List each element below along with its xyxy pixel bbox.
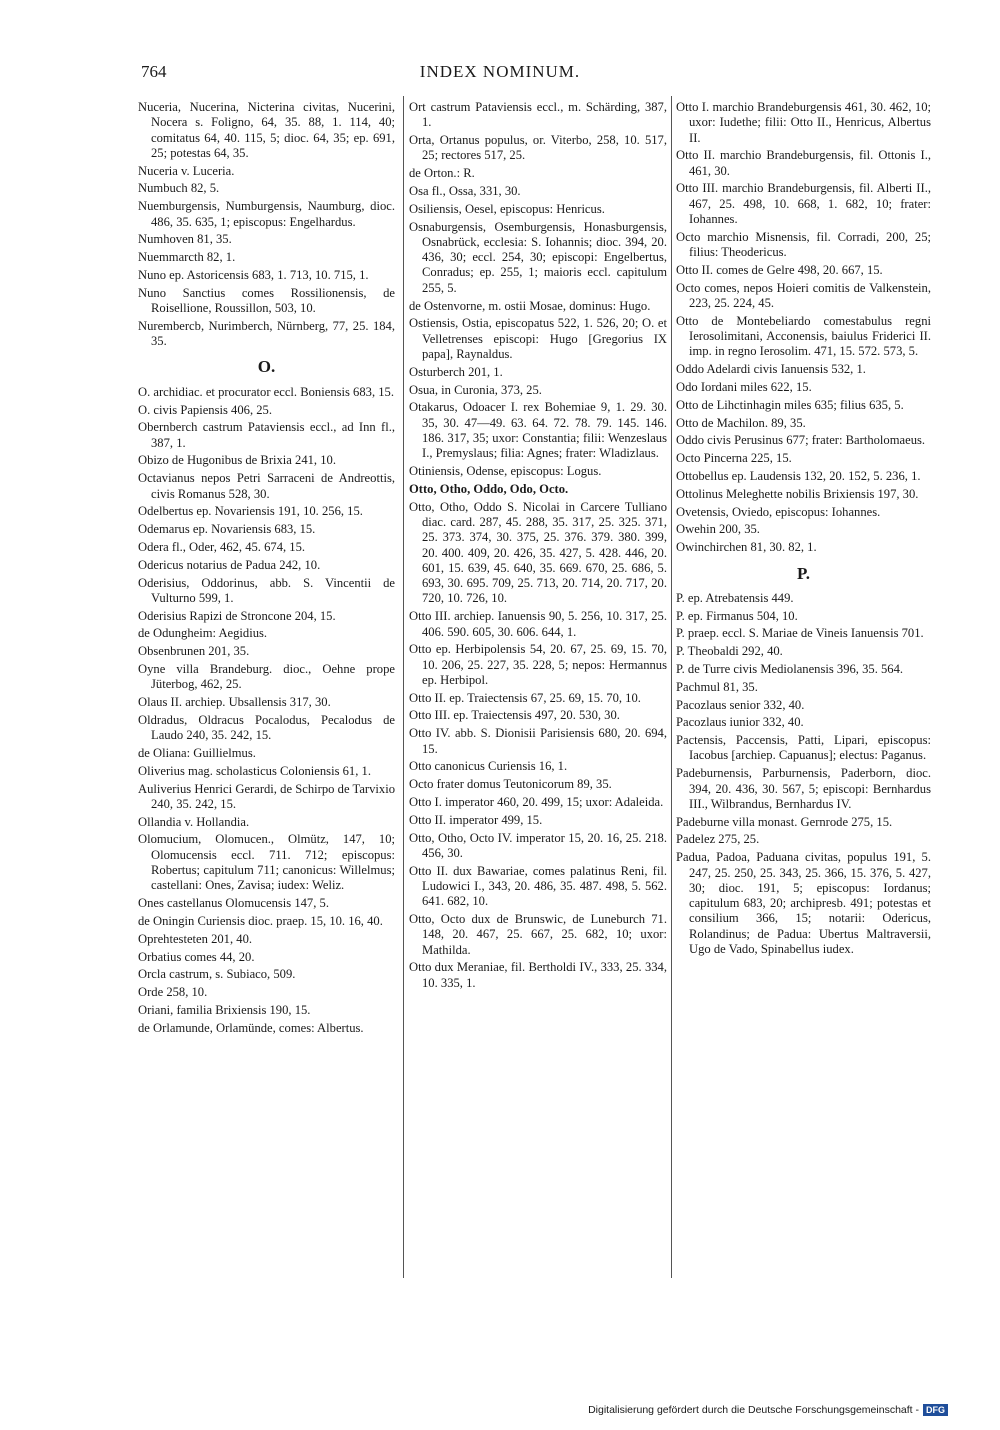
index-entry: Oderisius, Oddorinus, abb. S. Vincentii de Vulturno 599, 1. <box>138 575 395 605</box>
index-entry: Otto III. marchio Brandeburgensis, fil. Alberti II., 467, 25. 498, 10. 668, 1. 682, 10; frater: Iohannes. <box>676 181 931 227</box>
index-entry: Ostiensis, Ostia, episcopatus 522, 1. 526, 20; O. et Velletrenses episcopi: Hugo [Gregorius IX papa], Raynaldus. <box>409 316 667 361</box>
index-entry: Nuceria v. Luceria. <box>138 163 235 178</box>
running-head: INDEX NOMINUM. <box>419 62 581 81</box>
index-entry: Otto I. imperator 460, 20. 499, 15; uxor: Adaleida. <box>409 794 664 809</box>
index-entry: de Ostenvorne, m. ostii Mosae, dominus: Hugo. <box>409 298 651 313</box>
section-heading: O. <box>257 357 276 377</box>
index-entry: Pacozlaus senior 332, 40. <box>676 697 805 712</box>
column-divider <box>671 96 672 1278</box>
index-entry: Otto dux Meraniae, fil. Bertholdi IV., 333, 25. 334, 10. 335, 1. <box>409 960 667 990</box>
index-entry: Ovetensis, Oviedo, episcopus: Iohannes. <box>676 504 881 519</box>
index-entry: Obizo de Hugonibus de Brixia 241, 10. <box>138 453 336 468</box>
index-entry: Odelbertus ep. Novariensis 191, 10. 256, 15. <box>138 504 363 519</box>
index-entry: O. archidiac. et procurator eccl. Boniensis 683, 15. <box>138 384 394 399</box>
index-entry: Padeburnensis, Parburnensis, Paderborn, dioc. 394, 20. 436, 30. 567, 5; episcopi: Bernhardus III., Wilbrandus, Bernhardus IV. <box>676 766 931 811</box>
footer <box>588 1404 948 1416</box>
index-entry: Osnaburgensis, Osemburgensis, Honasburgensis, Osnabrück, ecclesia: S. Iohannis; dioc. 394, 20. 436, 30; eccl. 254, 30; episcopi: Engelbertus, Conradus; ep. 255, 1; maioris eccl. capitulum 255, 5. <box>409 219 667 295</box>
index-entry: de Orlamunde, Orlamünde, comes: Albertus. <box>138 1020 364 1035</box>
index-entry: Otto I. marchio Brandeburgensis 461, 30. 462, 10; uxor: Iudethe; filii: Otto II., Henricus, Albertus II. <box>676 100 931 145</box>
index-entry: Otto IV. abb. S. Dionisii Parisiensis 680, 20. 694, 15. <box>409 726 667 756</box>
index-entry: Pachmul 81, 35. <box>676 679 758 694</box>
page-number: 764 <box>141 62 167 81</box>
index-entry: Nuceria, Nucerina, Nicterina civitas, Nucerini, Nocera s. Foligno, 64, 35. 88, 1. 114, 40; comitatus 64, 40. 115, 5; dioc. 64, 35; ep. 691, 25; potestas 64, 35. <box>138 100 395 160</box>
index-entry: Orde 258, 10. <box>138 985 208 1000</box>
index-entry: Owehin 200, 35. <box>676 522 760 537</box>
index-entry: de Orton.: R. <box>409 166 475 181</box>
column-divider <box>403 96 404 1278</box>
index-entry: Nuno ep. Astoricensis 683, 1. 713, 10. 715, 1. <box>138 267 369 282</box>
index-column-2 <box>409 100 667 994</box>
index-entry: Padeburne villa monast. Gernrode 275, 15. <box>676 814 893 829</box>
index-entry: Padua, Padoa, Paduana civitas, populus 191, 5. 247, 25. 250, 25. 343, 25. 366, 15. 376, 5. 427, 30; dioc. 191, 5; episcopus: Iordanus; capitulum 683, 20; archipresb. 491; potestas et consilium 366, 15; notarii: Odericus, Rolandinus; de Padua: Ubertus Maltraversii, Ugo de Vado, Spinabellus iudex. <box>676 850 931 957</box>
index-entry: Octo comes, nepos Hoieri comitis de Valkenstein, 223, 25. 224, 45. <box>676 280 931 311</box>
index-entry: Octo marchio Misnensis, fil. Corradi, 200, 25; filius: Theodericus. <box>676 229 931 260</box>
index-entry: Otto II. dux Bawariae, comes palatinus Reni, fil. Ludowici I., 343, 20. 486, 35. 487. 498, 5. 562. 641. 682, 10. <box>409 863 667 909</box>
index-entry: Auliverius Henrici Gerardi, de Schirpo de Tarvixio 240, 35. 242, 15. <box>138 781 395 811</box>
index-entry: Odo Iordani miles 622, 15. <box>676 380 812 395</box>
index-entry: Otto III. ep. Traiectensis 497, 20. 530, 30. <box>409 708 620 723</box>
index-entry: Ottolinus Meleghette nobilis Brixiensis 197, 30. <box>676 486 919 501</box>
index-entry: de Oningin Curiensis dioc. praep. 15, 10. 16, 40. <box>138 913 383 928</box>
index-column-3 <box>676 100 931 960</box>
index-entry: Padelez 275, 25. <box>676 832 760 847</box>
index-entry: Oliverius mag. scholasticus Coloniensis 61, 1. <box>138 763 371 778</box>
index-entry: Orta, Ortanus populus, or. Viterbo, 258, 10. 517, 25; rectores 517, 25. <box>409 133 667 163</box>
index-entry: Otto de Machilon. 89, 35. <box>676 415 806 430</box>
index-entry: Otto, Octo dux de Brunswic, de Luneburch 71. 148, 20. 467, 25. 667, 25. 682, 10; uxor: Mathilda. <box>409 912 667 957</box>
index-entry: O. civis Papiensis 406, 25. <box>138 402 272 417</box>
index-entry: Oldradus, Oldracus Pocalodus, Pecalodus de Laudo 240, 35. 242, 15. <box>138 712 395 743</box>
index-entry: Olomucium, Olomucen., Olmütz, 147, 10; Olomucensis eccl. 711. 712; episcopus: Robertus; capitulum 711; canonicus: Willelmus; castellani: Ones, Zavisa; iudex: Weliz. <box>138 832 395 893</box>
index-entry: Orcla castrum, s. Subiaco, 509. <box>138 967 296 982</box>
index-entry: Otto II. imperator 499, 15. <box>409 812 543 827</box>
index-entry: Otakarus, Odoacer I. rex Bohemiae 9, 1. 29. 30. 35, 30. 47—49. 63. 64. 72. 78. 79. 145. 146. 186. 317, 35; uxor: Constantia; filii: Wenzeslaus I., Premyslaus; filia: Agnes; frater: Wladizlaus. <box>409 400 667 461</box>
index-entry: Octo frater domus Teutonicorum 89, 35. <box>409 777 612 792</box>
index-entry: Octo Pincerna 225, 15. <box>676 451 792 466</box>
index-entry: Ort castrum Pataviensis eccl., m. Schärding, 387, 1. <box>409 100 667 130</box>
index-entry: Oddo Adelardi civis Ianuensis 532, 1. <box>676 362 866 377</box>
index-entry: Odera fl., Oder, 462, 45. 674, 15. <box>138 539 306 554</box>
index-entry: Odericus notarius de Padua 242, 10. <box>138 557 321 572</box>
footer-text: Digitalisierung gefördert durch die Deutsche Forschungsgemeinschaft - <box>588 1404 919 1416</box>
index-entry: Octavianus nepos Petri Sarraceni de Andreottis, civis Romanus 528, 30. <box>138 471 395 501</box>
index-entry: Orbatius comes 44, 20. <box>138 949 255 964</box>
index-entry: Oddo civis Perusinus 677; frater: Bartholomaeus. <box>676 433 926 448</box>
index-entry: Ones castellanus Olomucensis 147, 5. <box>138 896 329 911</box>
index-entry: Otto III. archiep. Ianuensis 90, 5. 256, 10. 317, 25. 406. 590. 605, 30. 606. 644, 1. <box>409 609 667 639</box>
index-entry: P. de Turre civis Mediolanensis 396, 35. 564. <box>676 662 904 676</box>
index-entry: Otto, Otho, Octo IV. imperator 15, 20. 16, 25. 218. 456, 30. <box>409 830 667 860</box>
index-entry: Oriani, familia Brixiensis 190, 15. <box>138 1002 311 1017</box>
index-entry: P. ep. Firmanus 504, 10. <box>676 608 798 623</box>
index-entry: Odemarus ep. Novariensis 683, 15. <box>138 522 316 537</box>
index-entry: Obernberch castrum Pataviensis eccl., ad Inn fl., 387, 1. <box>138 420 395 450</box>
index-entry: Otto II. comes de Gelre 498, 20. 667, 15. <box>676 262 883 277</box>
index-entry: Ollandia v. Hollandia. <box>138 814 250 829</box>
index-entry: Osua, in Curonia, 373, 25. <box>409 382 542 397</box>
index-entry: Osiliensis, Oesel, episcopus: Henricus. <box>409 201 605 216</box>
index-entry: Osa fl., Ossa, 331, 30. <box>409 183 521 198</box>
index-column-1 <box>138 100 395 1039</box>
index-entry: de Odungheim: Aegidius. <box>138 626 268 641</box>
section-subheading: Otto, Otho, Oddo, Odo, Octo. <box>409 481 569 496</box>
index-entry: Numhoven 81, 35. <box>138 232 232 247</box>
index-entry: Otto de Lihctinhagin miles 635; filius 635, 5. <box>676 397 904 412</box>
index-entry: Owinchirchen 81, 30. 82, 1. <box>676 540 817 555</box>
index-entry: Pacozlaus iunior 332, 40. <box>676 715 804 730</box>
index-entry: Otto, Otho, Oddo S. Nicolai in Carcere Tulliano diac. card. 287, 45. 288, 35. 317, 25. 325. 371, 25. 373. 374, 30. 375, 25. 376. 379. 380. 399, 20. 400. 409, 20. 426, 35. 427, 5. 428. 446, 20. 601, 15. 639, 45. 640, 35. 669. 670, 25. 686, 5. 693, 30. 695. 709, 25. 713, 20. 714, 20. 717, 20. 720, 10. 726, 10. <box>409 499 667 606</box>
index-entry: P. praep. eccl. S. Mariae de Vineis Ianuensis 701. <box>676 626 924 641</box>
index-entry: Nuemburgensis, Numburgensis, Naumburg, dioc. 486, 35. 635, 1; episcopus: Engelhardus. <box>138 199 395 229</box>
index-entry: P. Theobaldi 292, 40. <box>676 644 783 659</box>
index-entry: Nurembercb, Nurimberch, Nürnberg, 77, 25. 184, 35. <box>138 318 395 349</box>
index-entry: Otto canonicus Curiensis 16, 1. <box>409 759 568 774</box>
index-entry: Olaus II. archiep. Ubsallensis 317, 30. <box>138 695 331 710</box>
index-entry: Otiniensis, Odense, episcopus: Logus. <box>409 464 602 479</box>
index-entry: Oderisius Rapizi de Stroncone 204, 15. <box>138 608 336 623</box>
index-entry: P. ep. Atrebatensis 449. <box>676 590 794 605</box>
index-entry: de Oliana: Guillielmus. <box>138 745 256 760</box>
index-entry: Nuno Sanctius comes Rossilionensis, de Roisellione, Roussillon, 503, 10. <box>138 285 395 316</box>
section-heading: P. <box>796 563 811 583</box>
index-entry: Pactensis, Paccensis, Patti, Lipari, episcopus: Iacobus [archiep. Capuanus]; electus: Paganus. <box>676 733 931 763</box>
index-entry: Numbuch 82, 5. <box>138 181 220 196</box>
index-entry: Otto ep. Herbipolensis 54, 20. 67, 25. 69, 15. 70, 10. 206, 25. 227, 35. 228, 5; nepos: Hermannus ep. Herbipol. <box>409 642 667 687</box>
index-entry: Otto II. marchio Brandeburgensis, fil. Ottonis I., 461, 30. <box>676 148 931 178</box>
dfg-logo: DFG <box>923 1404 948 1416</box>
index-entry: Oyne villa Brandeburg. dioc., Oehne prope Jüterbog, 462, 25. <box>138 662 395 692</box>
index-entry: Nuemmarcth 82, 1. <box>138 250 236 265</box>
index-entry: Otto de Montebeliardo comestabulus regni Ierosolimitani, Acconensis, baiulus Friderici II. imp. in regno Ierosolim. 471, 15. 572. 573, 5. <box>676 313 931 359</box>
index-entry: Ottobellus ep. Laudensis 132, 20. 152, 5. 236, 1. <box>676 469 921 484</box>
index-entry: Otto II. ep. Traiectensis 67, 25. 69, 15. 70, 10. <box>409 690 641 705</box>
index-entry: Oprehtesteten 201, 40. <box>138 931 253 946</box>
index-entry: Osturberch 201, 1. <box>409 364 503 379</box>
index-entry: Obsenbrunen 201, 35. <box>138 644 250 659</box>
